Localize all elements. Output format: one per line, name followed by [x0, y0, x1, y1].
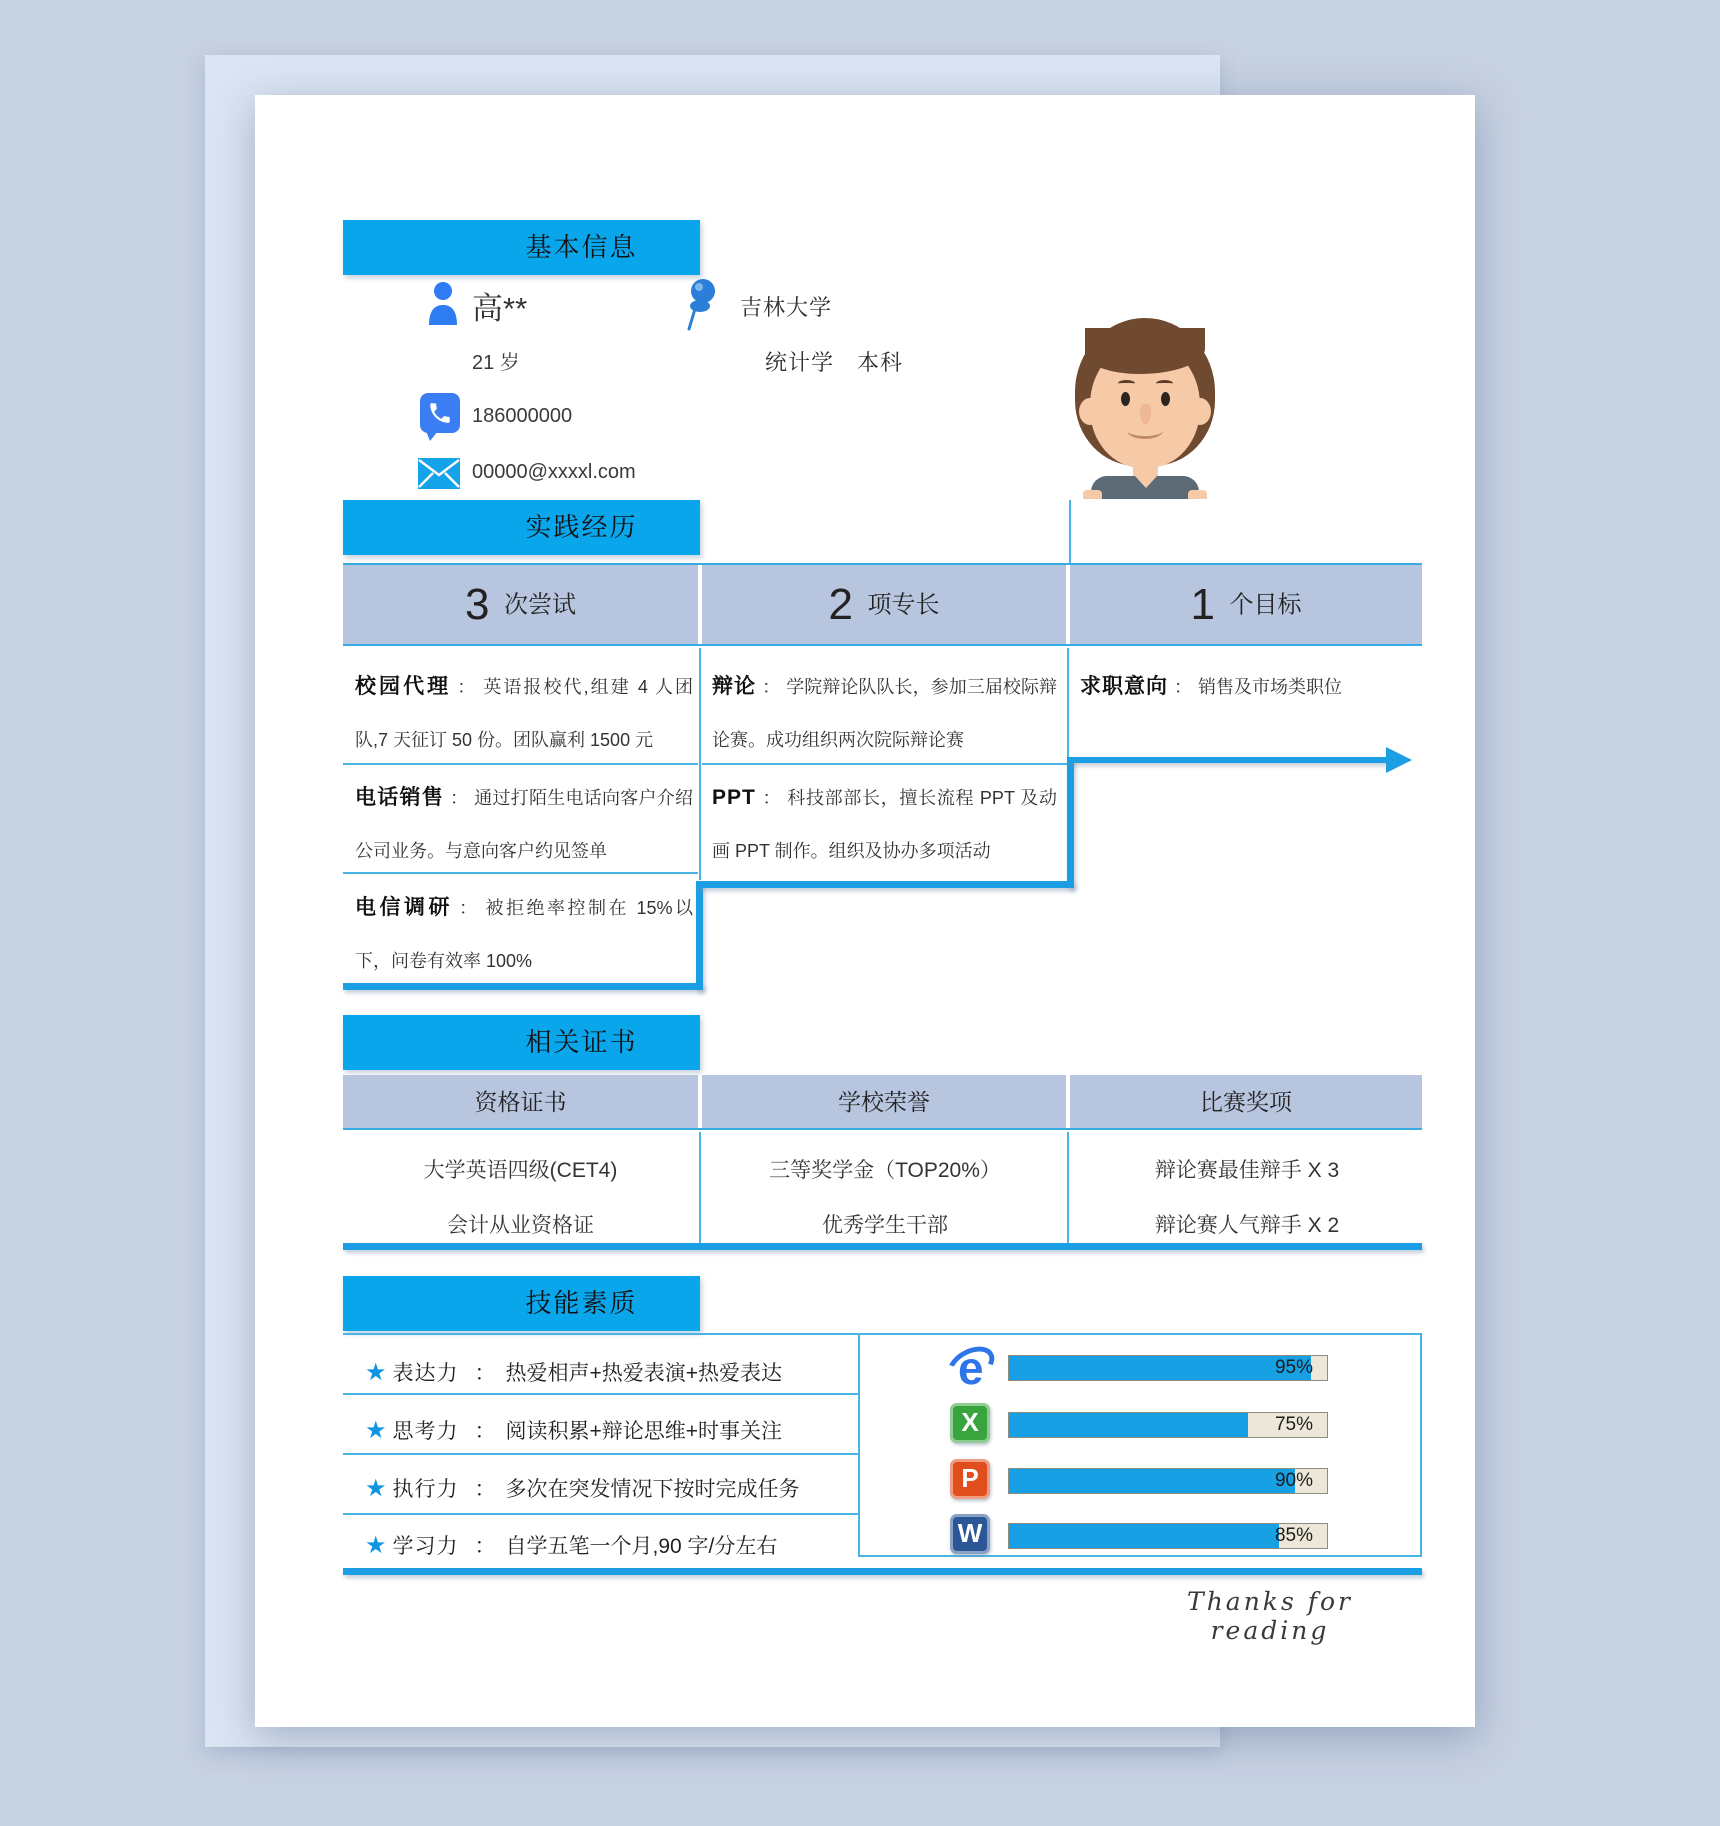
thanks-for-reading-text: Thanks for reading: [1187, 1587, 1353, 1645]
star-icon: ★: [365, 1532, 387, 1559]
section-title: 基本信息: [525, 232, 638, 262]
section-title: 相关证书: [525, 1027, 638, 1057]
cert-col-title: 比赛奖项: [1070, 1075, 1422, 1128]
row-divider: [343, 763, 698, 765]
email-icon: [418, 458, 460, 494]
experience-item-text: 英语报校代,组建 4 人团队,7 天征订 50 份。团队赢利 1500 元: [355, 677, 694, 750]
experience-item-text: 通过打陌生电话向客户介绍公司业务。与意向客户约见签单: [355, 788, 693, 861]
colon: ：: [1174, 677, 1192, 697]
avatar-hand: [1083, 490, 1102, 499]
avatar-eye: [1161, 392, 1170, 406]
colon: ：: [474, 1420, 496, 1443]
skill-label: 学习力: [392, 1535, 459, 1558]
stat-goal: [1070, 565, 1422, 644]
candidate-email: 00000@xxxxl.com: [472, 461, 636, 483]
excel-letter: X: [961, 1407, 979, 1437]
cert-item: 优秀学生干部: [822, 1214, 948, 1237]
experience-stats-band: [343, 563, 1422, 646]
stat-label: 项专长: [867, 591, 940, 619]
colon: ：: [761, 788, 782, 808]
person-icon: [427, 281, 459, 332]
experience-item-label: PPT: [712, 786, 756, 809]
section-header-skills: [343, 1276, 700, 1331]
experience-item-label: 电话销售: [355, 786, 444, 809]
section-header-basic-info: [343, 220, 700, 275]
section-header-experience: [343, 500, 700, 555]
skill-text: 热爱相声+热爱表演+热爱表达: [505, 1362, 783, 1385]
skill-label: 思考力: [392, 1420, 459, 1443]
experience-item-ppt: [712, 771, 1057, 878]
avatar-hand: [1188, 490, 1207, 499]
ie-skill-bar: [1008, 1355, 1328, 1381]
skill-text: 多次在突发情况下按时完成任务: [505, 1478, 800, 1501]
colon: ：: [457, 677, 478, 697]
avatar-eye: [1121, 392, 1130, 406]
experience-item-text: 学院辩论队队长，参加三届校际辩论赛。成功组织两次院际辩论赛: [712, 677, 1058, 750]
cert-item: 会计从业资格证: [447, 1214, 594, 1237]
column-divider: [1067, 648, 1069, 760]
goal-arrow-head: [1386, 747, 1412, 773]
staircase-line-middle: [696, 881, 1074, 888]
colon: ：: [450, 788, 469, 808]
experience-item-telecom-survey: [355, 881, 693, 988]
experience-item-telesales: [355, 771, 693, 878]
word-skill-percent: 85%: [1274, 1525, 1313, 1546]
experience-item-text: 科技部部长，擅长流程 PPT 及动画 PPT 制作。组织及协办多项活动: [712, 788, 1058, 861]
candidate-phone: 186000000: [472, 405, 573, 427]
ie-skill-fill: [1009, 1356, 1311, 1380]
avatar-vneck: [1135, 476, 1157, 488]
powerpoint-letter: P: [961, 1463, 979, 1493]
powerpoint-skill-bar: [1008, 1468, 1328, 1494]
stat-attempts: [343, 565, 698, 644]
skill-text: 自学五笔一个月,90 字/分左右: [505, 1535, 778, 1558]
colon: ：: [762, 677, 781, 697]
cert-col-title: 学校荣誉: [702, 1075, 1066, 1128]
stat-number: 1: [1190, 580, 1216, 630]
row-divider: [702, 763, 1068, 765]
ie-letter: e: [958, 1342, 984, 1394]
section-title: 实践经历: [525, 512, 638, 542]
stat-number: 3: [465, 580, 490, 630]
resume-page: [255, 95, 1475, 1727]
cert-item: 辩论赛人气辩手 X 2: [1154, 1214, 1340, 1237]
excel-skill-fill: [1009, 1413, 1248, 1437]
column-divider: [699, 648, 701, 880]
section-title: 技能素质: [525, 1288, 638, 1318]
experience-item-text: 销售及市场类职位: [1198, 677, 1342, 697]
candidate-age: 21 岁: [472, 352, 520, 374]
certificates-header-band: [343, 1075, 1422, 1130]
cert-list-competition-awards: [1072, 1143, 1422, 1253]
candidate-avatar: [1055, 318, 1235, 499]
experience-item-label: 电信调研: [355, 896, 453, 919]
excel-icon: [950, 1403, 990, 1443]
phone-icon: [420, 393, 460, 433]
cert-item: 大学英语四级(CET4): [423, 1159, 618, 1182]
word-skill-bar: [1008, 1523, 1328, 1549]
experience-item-debate: [712, 660, 1057, 767]
ie-skill-percent: 95%: [1274, 1357, 1313, 1378]
internet-explorer-icon: [948, 1341, 996, 1394]
word-skill-fill: [1009, 1524, 1279, 1548]
skills-bottom-line: [343, 1568, 1422, 1575]
candidate-name: 高**: [472, 291, 528, 326]
candidate-major: 统计学 本科: [765, 350, 904, 375]
stat-label: 个目标: [1229, 591, 1302, 619]
skill-label: 执行力: [392, 1478, 459, 1501]
cert-item: 辩论赛最佳辩手 X 3: [1154, 1159, 1340, 1182]
cert-item: 三等奖学金（TOP20%）: [769, 1159, 1001, 1182]
powerpoint-icon: [950, 1459, 990, 1499]
excel-skill-percent: 75%: [1274, 1414, 1313, 1435]
column-divider: [699, 1132, 701, 1243]
colon: ：: [474, 1362, 496, 1385]
experience-item-campus-agent: [355, 660, 693, 767]
experience-item-label: 求职意向: [1080, 675, 1168, 698]
row-divider: [343, 872, 698, 874]
column-guide-line: [1069, 500, 1071, 563]
candidate-school: 吉林大学: [740, 295, 833, 320]
staircase-line-vertical: [696, 881, 703, 990]
pushpin-icon: [685, 277, 717, 340]
star-icon: ★: [365, 1359, 387, 1386]
experience-item-text: 被拒绝率控制在 15%以下，问卷有效率 100%: [355, 898, 694, 971]
avatar-nose: [1140, 404, 1151, 424]
star-icon: ★: [365, 1475, 387, 1502]
skill-label: 表达力: [392, 1362, 459, 1385]
word-icon: [950, 1514, 990, 1554]
word-letter: W: [957, 1518, 983, 1548]
colon: ：: [474, 1535, 496, 1558]
avatar-brow: [1118, 380, 1135, 387]
star-icon: ★: [365, 1417, 387, 1444]
excel-skill-bar: [1008, 1412, 1328, 1438]
cert-list-qualifications: [343, 1143, 698, 1253]
goal-arrow-shaft: [1067, 757, 1389, 763]
cert-col-title: 资格证书: [343, 1075, 698, 1128]
powerpoint-skill-percent: 90%: [1274, 1470, 1313, 1491]
powerpoint-skill-fill: [1009, 1469, 1295, 1493]
avatar-mouth: [1127, 422, 1163, 439]
stat-number: 2: [828, 580, 854, 630]
certificates-bottom-line: [343, 1243, 1422, 1250]
experience-item-label: 校园代理: [355, 675, 452, 698]
experience-item-job-intention: [1080, 660, 1415, 714]
section-header-certificates: [343, 1015, 700, 1070]
stat-label: 次尝试: [503, 591, 576, 619]
stat-specialties: [702, 565, 1066, 644]
avatar-brow: [1156, 380, 1173, 387]
cert-list-school-honors: [702, 1143, 1068, 1253]
staircase-line-vertical: [1067, 757, 1074, 888]
skill-text: 阅读积累+辩论思维+时事关注: [505, 1420, 783, 1443]
staircase-line-bottom: [343, 983, 703, 990]
colon: ：: [459, 898, 480, 918]
colon: ：: [474, 1478, 496, 1501]
experience-item-label: 辩论: [712, 675, 757, 698]
column-divider: [1067, 1132, 1069, 1243]
